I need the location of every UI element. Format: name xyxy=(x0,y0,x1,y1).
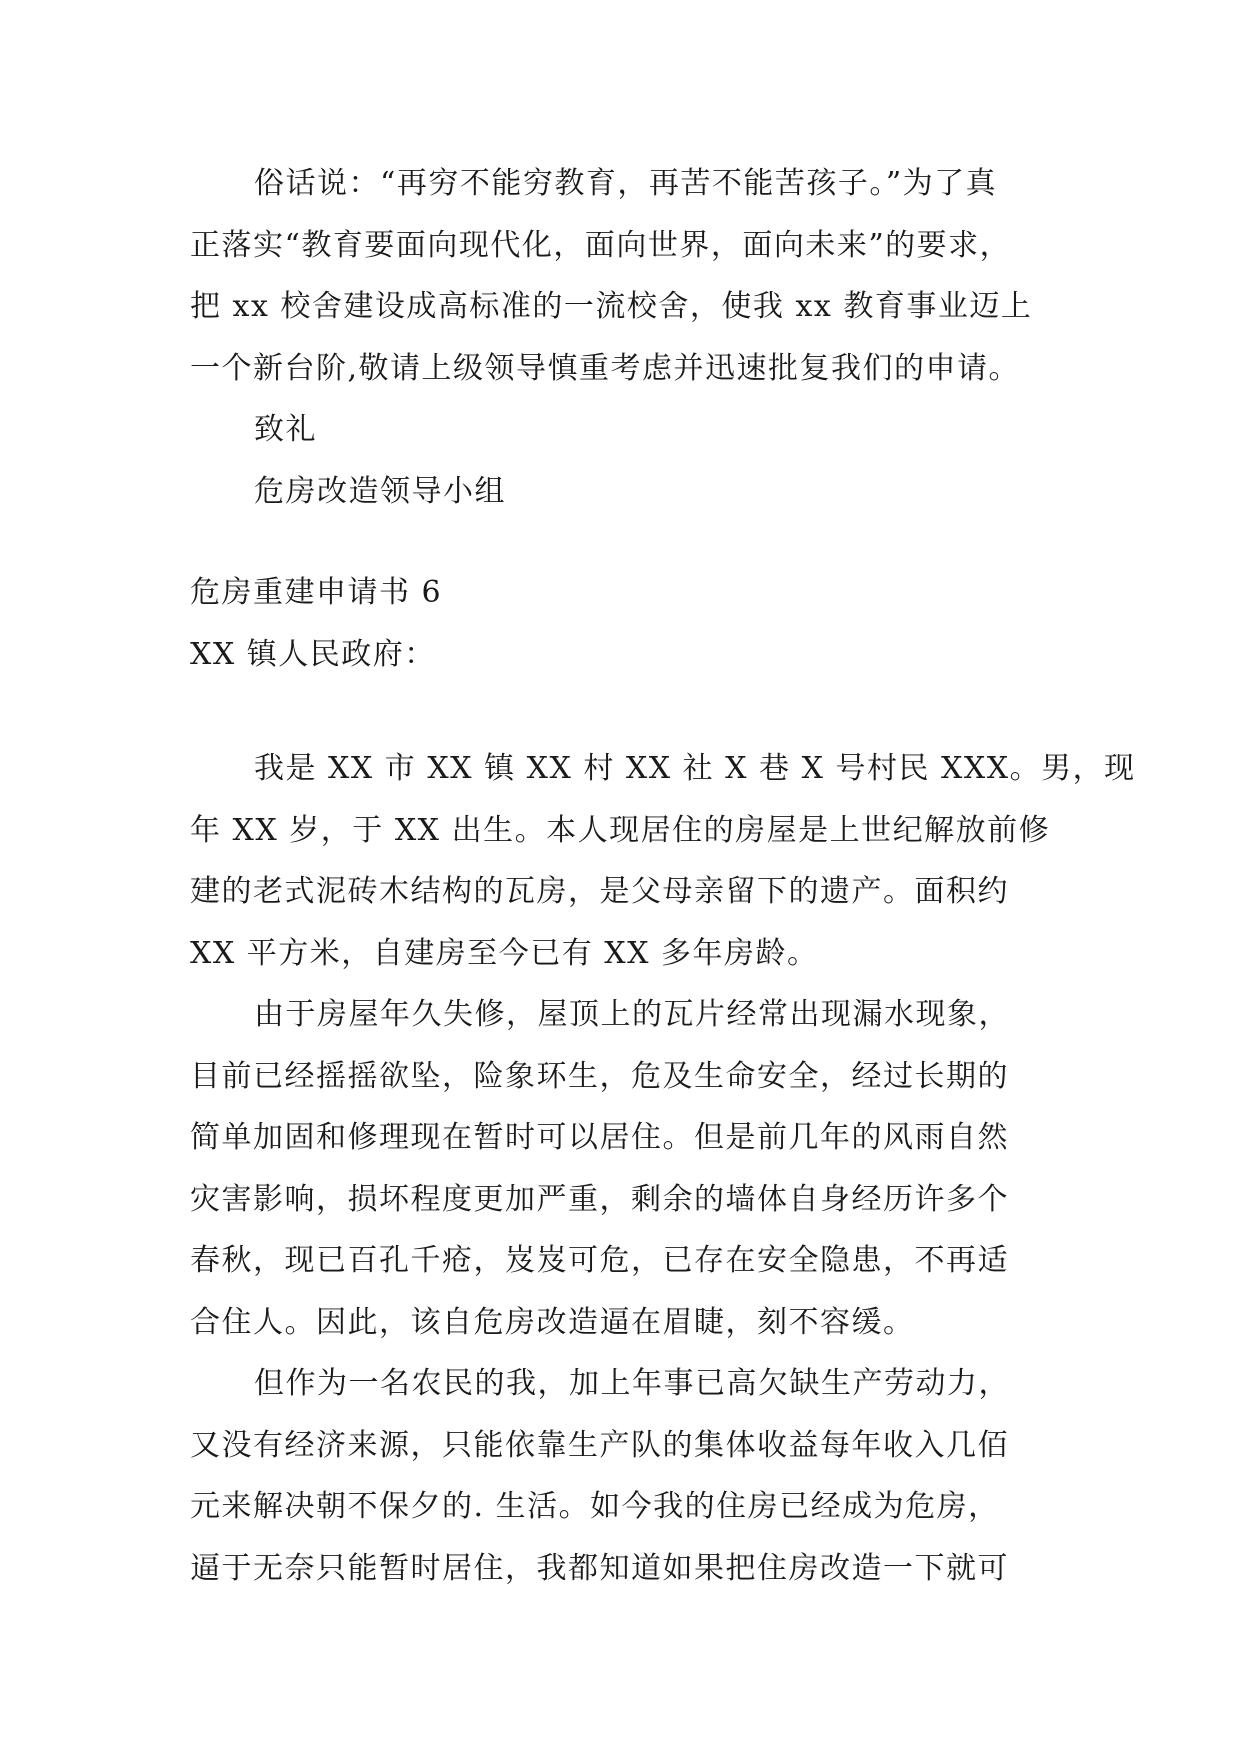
paragraph-4-line: 又没有经济来源，只能依靠生产队的集体收益每年收入几佰 xyxy=(190,1427,1009,1463)
paragraph-1-line: 把 xx 校舍建设成高标准的一流校舍，使我 xx 教育事业迈上 xyxy=(190,289,1033,324)
paragraph-3-line: 合住人。因此，该自危房改造逼在眉睫，刻不容缓。 xyxy=(190,1304,915,1340)
paragraph-2 xyxy=(190,738,1136,984)
paragraph-2-line: 建的老式泥砖木结构的瓦房，是父母亲留下的遗产。面积约 xyxy=(190,874,1009,909)
paragraph-4-line: 逼于无奈只能暂时居住，我都知道如果把住房改造一下就可 xyxy=(190,1550,1009,1586)
letter-body-top xyxy=(190,153,1060,522)
section-header xyxy=(190,562,1060,685)
paragraph-1 xyxy=(190,153,1060,399)
paragraph-4 xyxy=(190,1353,1060,1599)
paragraph-1-line: 俗话说：“再穷不能穷教育，再苦不能苦孩子。”为了真 xyxy=(254,166,998,201)
paragraph-2-line: 年 XX 岁，于 XX 出生。本人现居住的房屋是上世纪解放前修 xyxy=(190,812,1051,848)
paragraph-2-line: 我是 XX 市 XX 镇 XX 村 XX 社 X 巷 X 号村民 XXX。男，现 xyxy=(254,751,1136,786)
section-title: 危房重建申请书 6 xyxy=(190,575,443,610)
signature-block xyxy=(190,461,1060,523)
paragraph-3-line: 简单加固和修理现在暂时可以居住。但是前几年的风雨自然 xyxy=(190,1120,1009,1155)
closing-block xyxy=(190,399,1060,461)
paragraph-3-line: 春秋，现已百孔千疮，岌岌可危，已存在安全隐患，不再适 xyxy=(190,1243,1009,1278)
paragraph-1-line: 一个新台阶,敬请上级领导慎重考虑并迅速批复我们的申请。 xyxy=(190,350,1021,386)
signature-text: 危房改造领导小组 xyxy=(254,473,506,509)
paragraph-3 xyxy=(190,984,1060,1353)
paragraph-2-line: XX 平方米，自建房至今已有 XX 多年房龄。 xyxy=(190,935,819,971)
closing-text: 致礼 xyxy=(254,412,317,447)
paragraph-3-line: 目前已经摇摇欲坠，险象环生，危及生命安全，经过长期的 xyxy=(190,1058,1009,1094)
paragraph-3-line: 由于房屋年久失修，屋顶上的瓦片经常出现漏水现象， xyxy=(254,997,1010,1032)
paragraph-3-line: 灾害影响，损坏程度更加严重，剩余的墙体自身经历许多个 xyxy=(190,1181,1009,1217)
addressee: XX 镇人民政府： xyxy=(190,636,436,672)
paragraph-4-line: 元来解决朝不保夕的. 生活。如今我的住房已经成为危房， xyxy=(190,1489,1000,1524)
paragraph-1-line: 正落实“教育要面向现代化，面向世界，面向未来”的要求， xyxy=(190,227,1012,263)
letter-body-main xyxy=(190,738,1136,1599)
paragraph-4-line: 但作为一名农民的我，加上年事已高欠缺生产劳动力， xyxy=(254,1366,1010,1401)
